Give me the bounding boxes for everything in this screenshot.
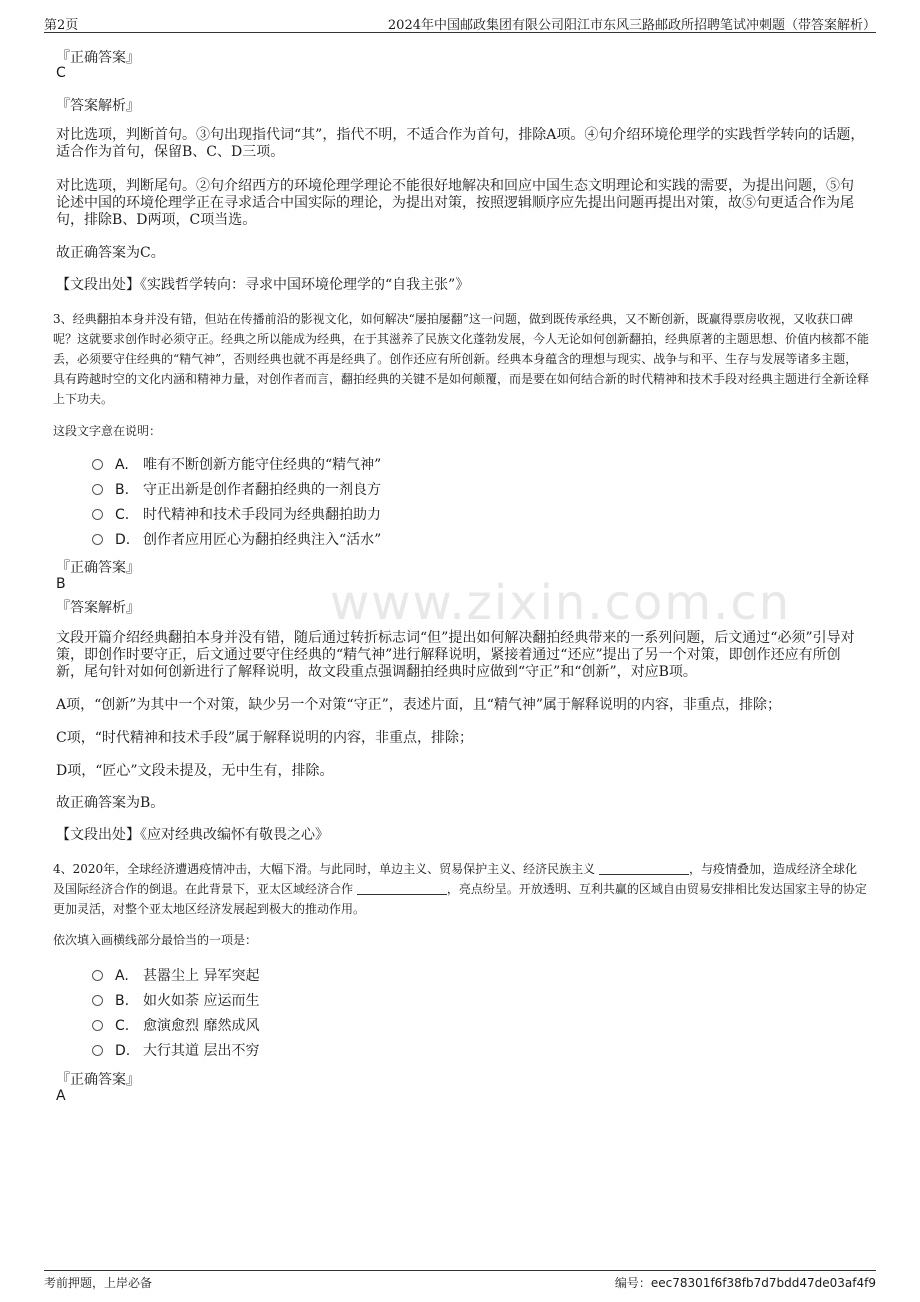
footer-slogan: 考前押题，上岸必备 (44, 1276, 153, 1290)
analysis-label: 『答案解析』 (56, 98, 140, 114)
conclusion: 故正确答案为C。 (56, 245, 165, 261)
option-text: 创作者应用匠心为翻拍经典注入“活水” (143, 532, 382, 548)
correct-answer-label: 『正确答案』 (56, 50, 140, 66)
correct-answer: B (56, 576, 66, 592)
source-citation: 【文段出处】《实践哲学转向：寻求中国环境伦理学的“自我主张”》 (56, 277, 470, 293)
conclusion: 故正确答案为B。 (56, 795, 165, 811)
question-text-part: ，亮点纷呈。开放透明、互利共赢的区域自由贸易安排相比发达国家主导的协定更加灵活，对整个亚太地区经济发展起到极大的推动作用。 (53, 882, 867, 916)
radio-icon[interactable] (92, 534, 103, 545)
analysis-paragraph: 文段开篇介绍经典翻拍本身并没有错，随后通过转折标志词“但”提出如何解决翻拍经典带来的一系列问题，后文通过“必须”引导对策，即创作时要守正，后文通过要守住经典的“精气神”进行解释说明，紧接着通过“还应”提出了另一个对策，即创作还应有所创新，尾句针对如何创新进行了解释说明，故文段重点强调翻拍经典时应做到“守正”和“创新”，对应B项。 (56, 630, 855, 680)
option-letter: C. (115, 507, 130, 523)
question-prompt: 这段文字意在说明： (53, 424, 162, 438)
correct-answer: C (56, 65, 66, 81)
option-text: 如火如荼 应运而生 (143, 993, 260, 1009)
question-text-part: 4、2020年，全球经济遭遇疫情冲击，大幅下滑。与此同时，单边主义、贸易保护主义、经济民族主义 (53, 862, 596, 876)
page-number: 第2页 (44, 18, 79, 33)
correct-answer-label: 『正确答案』 (56, 1072, 140, 1088)
option-letter: A. (115, 457, 129, 473)
option-letter: A. (115, 968, 129, 984)
option-a[interactable] (92, 967, 259, 985)
option-text: 愈演愈烈 靡然成风 (143, 1018, 260, 1034)
analysis-paragraph: 对比选项，判断尾句。②句介绍西方的环境伦理学理论不能很好地解决和回应中国生态文明理论和实践的需要，为提出问题，⑤句论述中国的环境伦理学正在寻求适合中国实际的理论，为提出对策，按照逻辑顺序应先提出问题再提出对策，故⑤句更适合作为尾句，排除B、D两项，C项当选。 (56, 178, 854, 228)
option-text: 时代精神和技术手段同为经典翻拍助力 (143, 507, 381, 523)
page-header (44, 8, 876, 33)
option-c[interactable] (92, 506, 381, 524)
question-text-part: ，与疫情叠加，造成经济全球化及国际经济合作的倒退。在此背景下，亚太区域经济合作 (53, 862, 858, 896)
fill-blank (599, 862, 689, 875)
source-citation: 【文段出处】《应对经典改编怀有敬畏之心》 (56, 827, 329, 843)
correct-answer: A (56, 1088, 66, 1104)
option-a[interactable] (92, 456, 381, 474)
radio-icon[interactable] (92, 1045, 103, 1056)
option-b[interactable] (92, 992, 259, 1010)
option-text: 甚嚣尘上 异军突起 (143, 968, 260, 984)
fill-blank (357, 882, 447, 895)
option-letter: D. (115, 1043, 131, 1059)
option-c[interactable] (92, 1017, 259, 1035)
option-letter: C. (115, 1018, 130, 1034)
page-footer (44, 1270, 876, 1299)
radio-icon[interactable] (92, 484, 103, 495)
analysis-label: 『答案解析』 (56, 600, 140, 616)
document-title: 2024年中国邮政集团有限公司阳江市东风三路邮政所招聘笔试冲刺题（带答案解析） (387, 18, 876, 33)
document-id: 编号：eec78301f6f38fb7d7bdd47de03af4f9 (614, 1276, 876, 1290)
question-text: 3、经典翻拍本身并没有错，但站在传播前沿的影视文化，如何解决“屡拍屡翻”这一问题，做到既传承经典，又不断创新，既赢得票房收视，又收获口碑呢？这就要求创作时必须守正。经典之所以能成为经典，在于其滋养了民族文化蓬勃发展，今人无论如何创新翻拍，经典原著的主题思想、价值内核都不能丢，必须要守住经典的“精气神”，否则经典也就不再是经典了。创作还应有所创新。经典本身蕴含的理想与现实、战争与和平、生存与发展等诸多主题，具有跨越时空的文化内涵和精神力量，对创作者而言，翻拍经典的关键不是如何颠覆，而是要在如何结合新的时代精神和技术手段对经典主题进行全新诠释上下功夫。 (53, 312, 870, 406)
radio-icon[interactable] (92, 1020, 103, 1031)
radio-icon[interactable] (92, 995, 103, 1006)
option-d[interactable] (92, 531, 381, 549)
option-b[interactable] (92, 481, 381, 499)
option-d[interactable] (92, 1042, 259, 1060)
analysis-paragraph: A项，“创新”为其中一个对策，缺少另一个对策“守正”，表述片面，且“精气神”属于解释说明的内容，非重点，排除； (56, 697, 782, 713)
radio-icon[interactable] (92, 509, 103, 520)
analysis-paragraph: C项，“时代精神和技术手段”属于解释说明的内容，非重点，排除； (56, 730, 474, 746)
correct-answer-label: 『正确答案』 (56, 560, 140, 576)
question-text (53, 859, 869, 919)
radio-icon[interactable] (92, 970, 103, 981)
option-letter: D. (115, 532, 131, 548)
option-text: 守正出新是创作者翻拍经典的一剂良方 (143, 482, 381, 498)
analysis-paragraph: D项，“匠心”文段未提及，无中生有，排除。 (56, 763, 334, 779)
watermark: www.zixin.com.cn (330, 575, 792, 631)
option-text: 唯有不断创新方能守住经典的“精气神” (143, 457, 382, 473)
option-letter: B. (115, 482, 130, 498)
analysis-paragraph: 对比选项，判断首句。③句出现指代词“其”，指代不明，不适合作为首句，排除A项。④句介绍环境伦理学的实践哲学转向的话题，适合作为首句，保留B、C、D三项。 (56, 127, 865, 160)
option-text: 大行其道 层出不穷 (143, 1043, 260, 1059)
option-letter: B. (115, 993, 130, 1009)
radio-icon[interactable] (92, 459, 103, 470)
question-prompt: 依次填入画横线部分最恰当的一项是： (53, 933, 258, 947)
